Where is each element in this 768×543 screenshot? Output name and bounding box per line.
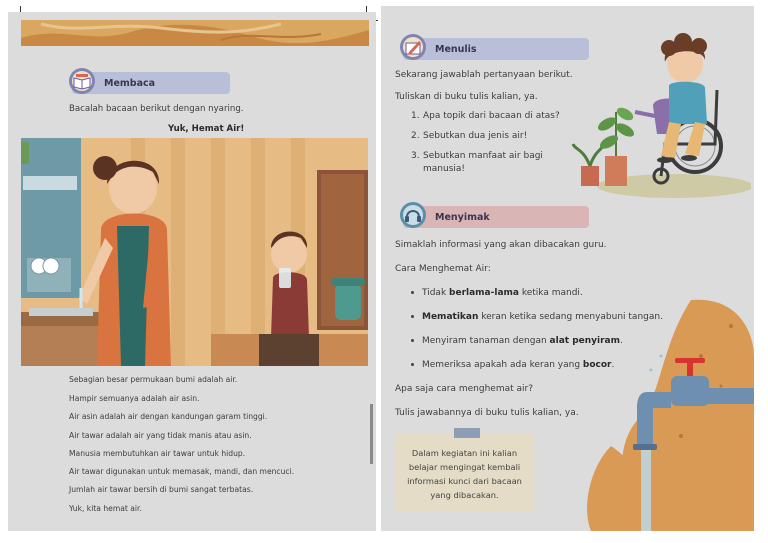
question-item: Sebutkan dua jenis air! xyxy=(423,131,528,141)
tip-text: Menyiram tanaman dengan xyxy=(422,336,550,346)
tip-bold: Mematikan xyxy=(422,312,479,322)
writing-section-title: Menulis xyxy=(435,43,477,55)
listening-question: Apa saja cara menghemat air? xyxy=(395,384,533,394)
reading-section-header xyxy=(72,72,230,94)
tip-text: keran ketika sedang menyabuni tangan. xyxy=(478,312,663,322)
note-line: informasi kunci dari bacaan xyxy=(407,476,522,486)
tip-item xyxy=(411,288,583,299)
paragraph-line: Manusia membutuhkan air tawar untuk hidup. xyxy=(69,449,246,458)
bullet-dot xyxy=(411,363,414,366)
book-icon xyxy=(68,67,96,95)
question-item: Sebutkan manfaat air bagi xyxy=(423,151,543,161)
paragraph-line: Air tawar adalah air yang tidak manis atau asin. xyxy=(69,431,252,440)
note-line: Dalam kegiatan ini kalian xyxy=(411,448,518,458)
writing-line: Tuliskan di buku tulis kalian, ya. xyxy=(395,92,538,102)
listening-section-title: Menyimak xyxy=(435,211,490,223)
note-tape xyxy=(454,428,480,438)
tip-text: Memeriksa apakah ada keran yang xyxy=(422,360,583,370)
tip-bold: alat penyiram xyxy=(549,336,621,346)
left-page xyxy=(8,12,376,531)
boy-wheelchair-illustration xyxy=(565,26,751,201)
listening-section-header xyxy=(403,206,589,228)
listening-subtitle: Cara Menghemat Air: xyxy=(395,264,491,274)
headphones-icon xyxy=(399,201,427,229)
tip-bold: berlama-lama xyxy=(449,288,519,298)
right-page xyxy=(381,6,754,531)
bullet-dot xyxy=(411,339,414,342)
paragraph-line: Hampir semuanya adalah air asin. xyxy=(69,394,200,403)
question-number: 3. xyxy=(411,151,420,161)
note-line: belajar mengingat kembali xyxy=(408,462,521,472)
paragraph-line: Yuk, kita hemat air. xyxy=(69,504,142,513)
bullet-dot xyxy=(411,291,414,294)
question-number: 2. xyxy=(411,131,420,141)
question-item: Apa topik dari bacaan di atas? xyxy=(423,111,560,121)
writing-section-header xyxy=(403,38,589,60)
paragraph-line: Jumlah air tawar bersih di bumi sangat terbatas. xyxy=(69,485,254,494)
paragraph-line: Air asin adalah air dengan kandungan garam tinggi. xyxy=(69,412,268,421)
faucet-illustration xyxy=(581,296,754,531)
tip-text: . xyxy=(611,360,615,370)
paragraph-line: Air tawar digunakan untuk memasak, mandi, dan mencuci. xyxy=(69,467,295,476)
question-item: manusia! xyxy=(423,164,466,174)
bullet-dot xyxy=(411,315,414,318)
tip-text: ketika mandi. xyxy=(518,288,583,298)
writing-line: Sekarang jawablah pertanyaan berikut. xyxy=(395,70,573,80)
question-number: 1. xyxy=(411,111,420,121)
pencil-book-icon xyxy=(399,33,427,61)
paragraph-line: Sebagian besar permukaan bumi adalah air. xyxy=(69,375,238,384)
note-box xyxy=(396,434,533,512)
scrollbar-thumb[interactable] xyxy=(370,404,373,464)
top-illustration-strip xyxy=(21,20,369,46)
tip-text: Tidak xyxy=(422,288,450,298)
tip-bold: bocor xyxy=(582,360,612,370)
listening-task: Tulis jawabannya di buku tulis kalian, ya. xyxy=(395,408,579,418)
note-line: yang dibacakan. xyxy=(430,490,499,500)
story-title: Yuk, Hemat Air! xyxy=(168,124,245,134)
kitchen-illustration xyxy=(21,138,368,366)
listening-intro: Simaklah informasi yang akan dibacakan guru. xyxy=(395,240,607,250)
reading-section-title: Membaca xyxy=(104,77,156,89)
reading-instruction: Bacalah bacaan berikut dengan nyaring. xyxy=(69,104,244,114)
tip-text: . xyxy=(620,336,623,346)
